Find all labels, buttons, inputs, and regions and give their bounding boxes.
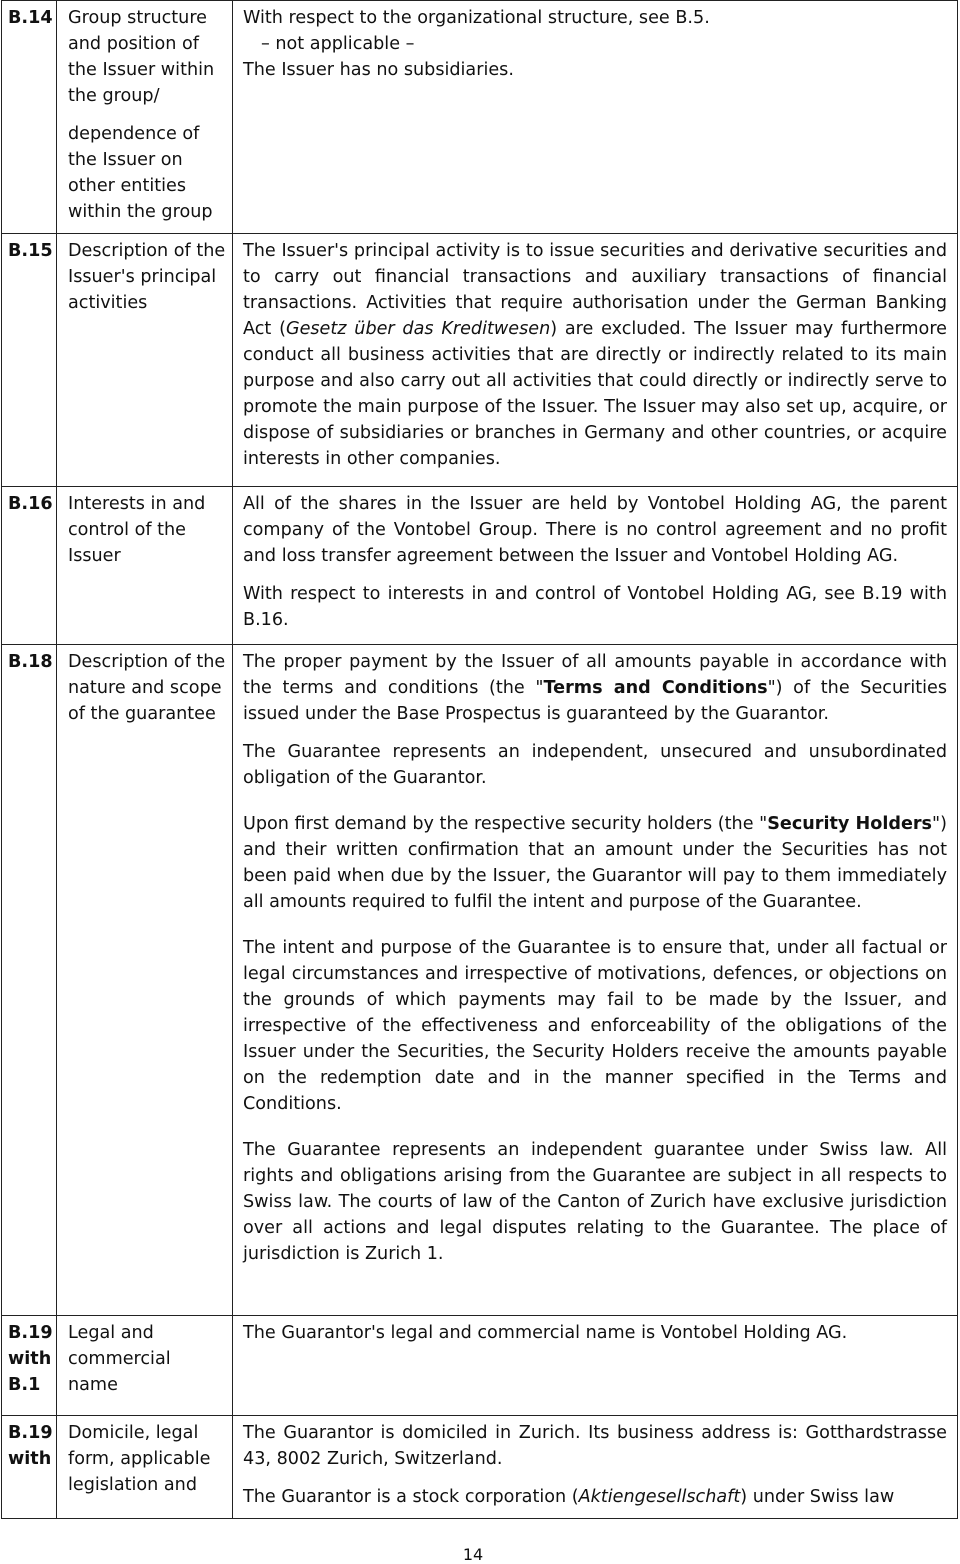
paragraph: The Issuer has no subsidiaries. bbox=[243, 60, 514, 80]
row-content bbox=[233, 1316, 958, 1416]
row-code: B.16 bbox=[2, 487, 57, 645]
row-b16 bbox=[2, 487, 958, 645]
row-b14 bbox=[2, 1, 958, 234]
row-code: B.19 with B.1 bbox=[2, 1316, 57, 1416]
paragraph: The Guarantor is domiciled in Zurich. Its business address is: Gotthardstrasse 43, 8002 Zurich, Switzerland. bbox=[243, 1423, 947, 1469]
row-content bbox=[233, 1, 958, 234]
row-content bbox=[233, 487, 958, 645]
row-b19-b1 bbox=[2, 1316, 958, 1416]
row-label: Description of the nature and scope of the guarantee bbox=[57, 645, 233, 1316]
paragraph: The Guarantee represents an independent, unsecured and unsubordinated obligation of the Guarantor. bbox=[243, 742, 947, 788]
row-code: B.14 bbox=[2, 1, 57, 234]
paragraph: The intent and purpose of the Guarantee is to ensure that, under all factual or legal circumstances and irrespective of motivations, defences, or objections on the grounds of which payments may fail to be made by the Issuer, and irrespective of the effectiveness and enforceability of the obligations of the Issuer under the Securities, the Security Holders receive the amounts payable on the redemption date and in the manner specified in the Terms and Conditions. bbox=[243, 938, 947, 1114]
paragraph: The Guarantee represents an independent guarantee under Swiss law. All rights and obligations arising from the Guarantee are subject in all respects to Swiss law. The courts of law of the Canton of Zurich have exclusive jurisdiction over all actions and legal disputes relating to the Guarantee. The place of jurisdiction is Zurich 1. bbox=[243, 1140, 947, 1264]
paragraph: The Issuer's principal activity is to issue securities and derivative securities and to carry out financial transactions and auxiliary transactions of financial transactions. Activities that require authorisation under the German Banking Act (Gesetz über das Kreditwesen) are excluded. The Issuer may furthermore conduct all business activities that are directly or indirectly related to its main purpose and also carry out all activities that could directly or indirectly serve to promote the main purpose of the Issuer. The Issuer may also set up, acquire, or dispose of subsidiaries or branches in Germany and other countries, or acquire interests in other companies. bbox=[243, 241, 947, 469]
row-content bbox=[233, 645, 958, 1316]
label-line: dependence of the Issuer on other entities within the group bbox=[68, 124, 213, 222]
paragraph: With respect to the organizational structure, see B.5. bbox=[243, 8, 710, 28]
paragraph: – not applicable – bbox=[261, 34, 415, 54]
paragraph: The proper payment by the Issuer of all amounts payable in accordance with the terms and conditions (the "Terms and Conditions") of the Securities issued under the Base Prospectus is guaranteed by the Guarantor. bbox=[243, 652, 948, 724]
paragraph: With respect to interests in and control of Vontobel Holding AG, see B.19 with B.16. bbox=[243, 584, 947, 630]
row-label: Description of the Issuer's principal activities bbox=[57, 234, 233, 487]
paragraph: All of the shares in the Issuer are held by Vontobel Holding AG, the parent company of the Vontobel Group. There is no control agreement and no profit and loss transfer agreement between the Issuer and Vontobel Holding AG. bbox=[243, 494, 947, 566]
row-content bbox=[233, 1416, 958, 1519]
row-b18 bbox=[2, 645, 958, 1316]
row-label bbox=[57, 1, 233, 234]
label-line: Group structure and position of the Issuer within the group/ bbox=[68, 8, 215, 106]
row-b15 bbox=[2, 234, 958, 487]
row-code: B.19 with bbox=[2, 1416, 57, 1519]
row-code: B.18 bbox=[2, 645, 57, 1316]
row-label: Domicile, legal form, applicable legislation and bbox=[57, 1416, 233, 1519]
paragraph: Upon first demand by the respective security holders (the "Security Holders") and their written confirmation that an amount under the Securities has not been paid when due by the Issuer, the Guarantor will pay to them immediately all amounts required to fulfil the intent and purpose of the Guarantee. bbox=[243, 814, 947, 912]
row-label: Legal and commercial name bbox=[57, 1316, 233, 1416]
row-content bbox=[233, 234, 958, 487]
row-b19-b2 bbox=[2, 1416, 958, 1519]
row-code: B.15 bbox=[2, 234, 57, 487]
page-number: 14 bbox=[462, 1545, 484, 1564]
summary-table bbox=[1, 0, 958, 1519]
paragraph: The Guarantor's legal and commercial name is Vontobel Holding AG. bbox=[243, 1323, 848, 1343]
paragraph: The Guarantor is a stock corporation (Aktiengesellschaft) under Swiss law bbox=[243, 1487, 895, 1507]
row-label: Interests in and control of the Issuer bbox=[57, 487, 233, 645]
